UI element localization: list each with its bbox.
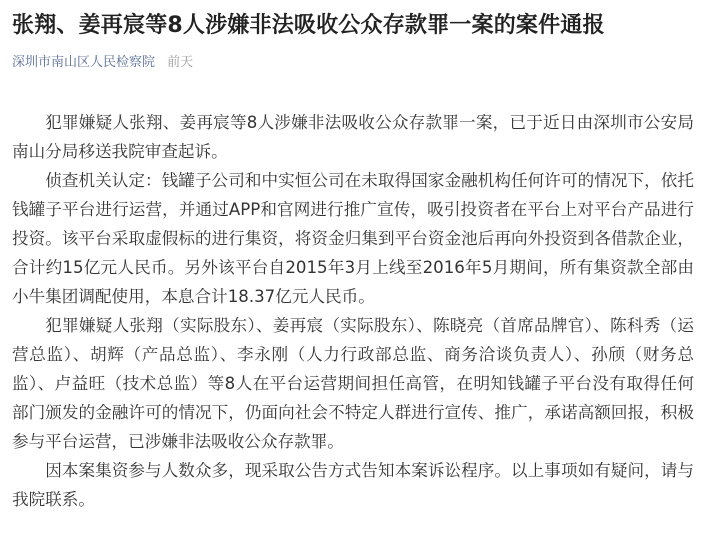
- article-title: 张翔、姜再宸等8人涉嫌非法吸收公众存款罪一案的案件通报: [12, 13, 605, 38]
- article-paragraph: 因本案集资参与人数众多，现采取公告方式告知本案诉讼程序。以上事项如有疑问，请与我院联系。: [12, 461, 694, 509]
- article-paragraph: 侦查机关认定：钱罐子公司和中实恒公司在未取得国家金融机构任何许可的情况下，依托钱罐子平台进行运营，并通过APP和官网进行推广宣传，吸引投资者在平台上对平台产品进行投资。该平台采取虚假标的进行集资，将资金归集到平台资金池后再向外投资到各借款企业，合计约15亿元人民币。另外该平台自2015年3月上线至2016年5月期间，所有集资款全部由小牛集团调配使用，本息合计18.37亿元人民币。: [12, 171, 694, 306]
- article-meta: [12, 54, 694, 72]
- article-paragraph: 犯罪嫌疑人张翔、姜再宸等8人涉嫌非法吸收公众存款罪一案，已于近日由深圳市公安局南山分局移送我院审查起诉。: [12, 113, 694, 161]
- article-paragraph: 犯罪嫌疑人张翔（实际股东）、姜再宸（实际股东）、陈晓亮（首席品牌官）、陈科秀（运营总监）、胡辉（产品总监）、李永刚（人力行政部总监、商务洽谈负责人）、孙颀（财务总监）、卢益旺（技术总监）等8人在平台运营期间担任高管，在明知钱罐子平台没有取得任何部门颁发的金融许可的情况下，仍面向社会不特定人群进行宣传、推广，承诺高额回报，积极参与平台运营，已涉嫌非法吸收公众存款罪。: [12, 316, 694, 451]
- article-content: [12, 108, 694, 514]
- account-name-link[interactable]: 深圳市南山区人民检察院: [12, 55, 156, 70]
- publish-time: 前天: [167, 55, 194, 70]
